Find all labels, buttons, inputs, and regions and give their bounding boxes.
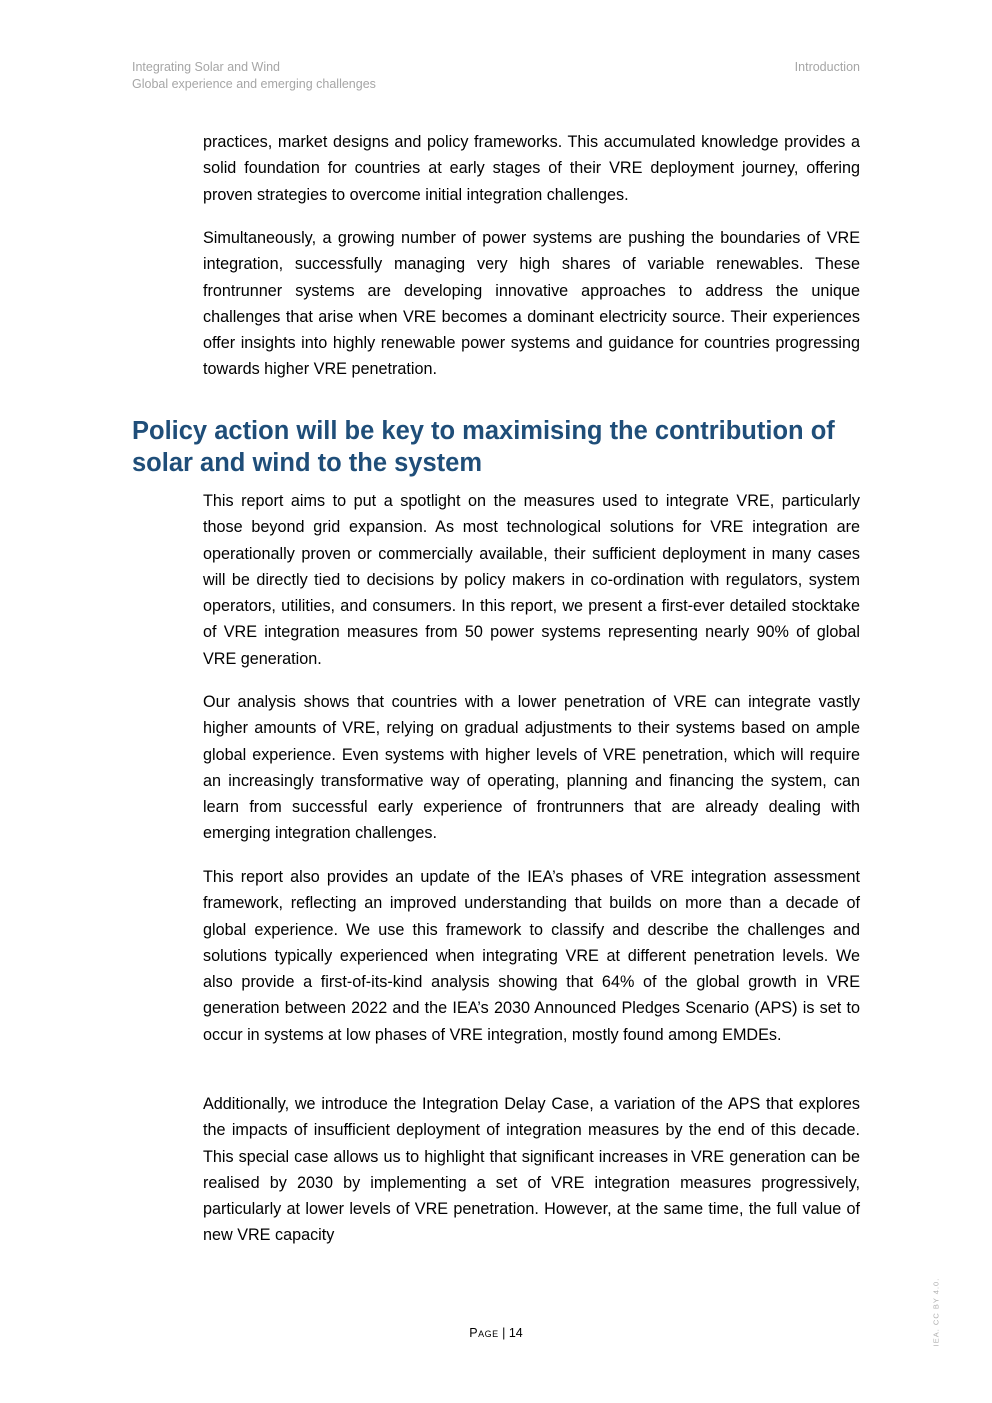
paragraph-5: This report also provides an update of the IEA’s phases of VRE integration assessment framework, reflecting an improved understanding that builds on more than a decade of global experience. We use this framework to classify and describe the challenges and solutions typically experienced when integrating VRE at different penetration levels. We also provide a first-of-its-kind analysis showing that 64% of the global growth in VRE generation between 2022 and the IEA’s 2030 Announced Pledges Scenario (APS) is set to occur in systems at low phases of VRE integration, mostly found among EMDEs. — [203, 868, 860, 1044]
paragraph-1: practices, market designs and policy frameworks. This accumulated knowledge provides a solid foundation for countries at early stages of their VRE deployment journey, offering proven strategies to overcome initial integration challenges. — [203, 133, 860, 204]
section-heading: Policy action will be key to maximising the contribution of solar and wind to the system — [132, 417, 835, 477]
running-header — [132, 59, 376, 93]
report-title: Integrating Solar and Wind — [132, 60, 281, 74]
page-footer — [0, 1326, 992, 1340]
paragraph-3: This report aims to put a spotlight on the measures used to integrate VRE, particularly those beyond grid expansion. As most technological solutions for VRE integration are operationally proven or commercially available, their sufficient deployment in many cases will be directly tied to decisions by policy makers in co-ordination with regulators, system operators, utilities, and consumers. In this report, we present a first-ever detailed stocktake of VRE integration measures from 50 power systems representing nearly 90% of global VRE generation. — [203, 492, 860, 668]
section-name: Introduction — [794, 60, 860, 74]
page-label: Page — [469, 1326, 499, 1340]
paragraph-4: Our analysis shows that countries with a lower penetration of VRE can integrate vastly higher amounts of VRE, relying on gradual adjustments to their systems based on ample global experience. Even systems with higher levels of VRE penetration, which will require an increasingly transformative way of operating, planning and financing the system, can learn from successful early experience of frontrunners that are already dealing with emerging integration challenges. — [203, 693, 860, 843]
paragraph-2: Simultaneously, a growing number of power systems are pushing the boundaries of VRE integration, successfully managing very high shares of variable renewables. These frontrunner systems are developing innovative approaches to address the unique challenges that arise when VRE becomes a dominant electricity source. Their experiences offer insights into highly renewable power systems and guidance for countries progressing towards higher VRE penetration. — [203, 229, 860, 379]
page-separator: | — [502, 1326, 506, 1340]
paragraph-6: Additionally, we introduce the Integration Delay Case, a variation of the APS that explores the impacts of insufficient deployment of integration measures by the end of this decade. This special case allows us to highlight that significant increases in VRE generation can be realised by 2030 by implementing a set of VRE integration measures progressively, particularly at lower levels of VRE penetration. However, at the same time, the full value of new VRE capacity — [203, 1095, 860, 1245]
page-number: 14 — [508, 1326, 523, 1340]
license-note: IEA. CC BY 4.0. — [931, 1277, 941, 1347]
report-subtitle: Global experience and emerging challenges — [132, 77, 376, 91]
